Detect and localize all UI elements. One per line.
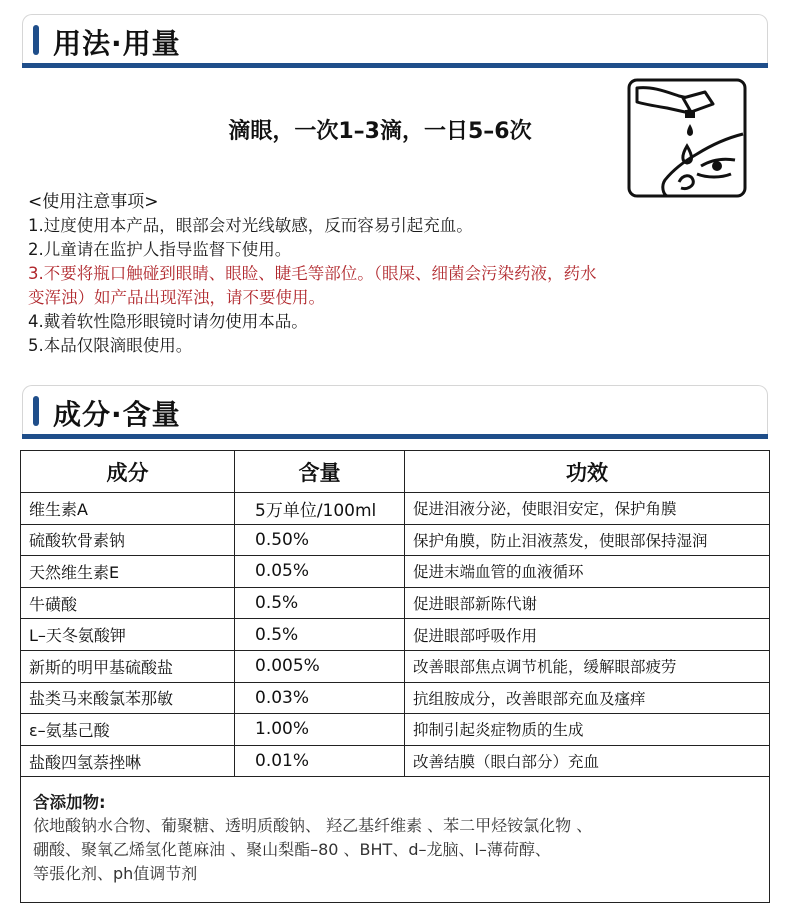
additives-line: 等張化剂、ph值调节剂 [33,864,198,883]
ingredient-cell: L–天冬氨酸钾 [21,619,235,651]
table-row [21,650,770,682]
ingredient-cell: 硫酸软骨素钠 [21,524,235,556]
usage-notes [28,190,768,358]
amount-cell: 0.5% [235,587,405,619]
ingredient-cell: 维生素A [21,493,235,525]
effect-cell: 改善眼部焦点调节机能，缓解眼部疲劳 [405,650,770,682]
effect-cell: 促进泪液分泌，使眼泪安定，保护角膜 [405,493,770,525]
additives-line: 依地酸钠水合物、葡聚糖、透明质酸钠、 羟乙基纤维素 、苯二甲烃铵氯化物 、 [33,816,593,835]
effect-cell: 促进末端血管的血液循环 [405,556,770,588]
note-item-warning: 3.不要将瓶口触碰到眼睛、眼睑、睫毛等部位。（眼屎、细菌会污染药液，药水 [28,264,597,283]
table-row [21,619,770,651]
table-row [21,682,770,714]
table-row [21,524,770,556]
notes-heading: <使用注意事项> [28,192,159,212]
note-item: 2.儿童请在监护人指导监督下使用。 [28,240,292,259]
note-item: 1.过度使用本产品，眼部会对光线敏感，反而容易引起充血。 [28,216,473,235]
section-accent-bar [33,25,39,55]
dosage-text: 滴眼，一次1–3滴，一日5–6次 [228,119,532,144]
table-row [21,745,770,777]
effect-cell: 抑制引起炎症物质的生成 [405,714,770,746]
note-item: 4.戴着软性隐形眼镜时请勿使用本品。 [28,312,308,331]
note-item: 5.本品仅限滴眼使用。 [28,336,193,355]
ingredient-cell: ε–氨基己酸 [21,714,235,746]
amount-cell: 0.03% [235,682,405,714]
column-header-amount: 含量 [235,451,405,493]
section-divider [22,63,768,68]
section-divider [22,434,768,439]
effect-cell: 促进眼部新陈代谢 [405,587,770,619]
amount-cell: 0.05% [235,556,405,588]
additives-label: 含添加物: [33,793,106,812]
effect-cell: 抗组胺成分，改善眼部充血及瘙痒 [405,682,770,714]
usage-section-title: 用法·用量 [53,27,181,60]
additives-box [20,777,770,903]
ingredient-cell: 天然维生素E [21,556,235,588]
amount-cell: 0.01% [235,745,405,777]
effect-cell: 保护角膜，防止泪液蒸发，使眼部保持湿润 [405,524,770,556]
table-row [21,714,770,746]
note-item-warning-continued: 变浑浊）如产品出现浑浊，请不要使用。 [28,288,325,307]
amount-cell: 0.005% [235,650,405,682]
column-header-effect: 功效 [405,451,770,493]
column-header-ingredient: 成分 [21,451,235,493]
amount-cell: 0.50% [235,524,405,556]
additives-line: 硼酸、聚氧乙烯氢化蓖麻油 、聚山梨酯–80 、BHT、d–龙脑、l–薄荷醇、 [33,840,551,859]
amount-cell: 0.5% [235,619,405,651]
ingredient-cell: 牛磺酸 [21,587,235,619]
ingredient-cell: 盐类马来酸氯苯那敏 [21,682,235,714]
table-row [21,556,770,588]
table-row [21,493,770,525]
effect-cell: 促进眼部呼吸作用 [405,619,770,651]
section-accent-bar [33,396,39,426]
usage-section-header [22,14,768,64]
ingredients-section-header [22,385,768,435]
ingredient-cell: 盐酸四氢萘挫啉 [21,745,235,777]
ingredients-table [20,450,770,777]
eye-drop-icon [627,78,747,198]
table-header-row [21,451,770,493]
table-row [21,587,770,619]
amount-cell: 1.00% [235,714,405,746]
ingredient-cell: 新斯的明甲基硫酸盐 [21,650,235,682]
effect-cell: 改善结膜（眼白部分）充血 [405,745,770,777]
amount-cell: 5万单位/100ml [235,493,405,525]
ingredients-section-title: 成分·含量 [53,398,181,431]
